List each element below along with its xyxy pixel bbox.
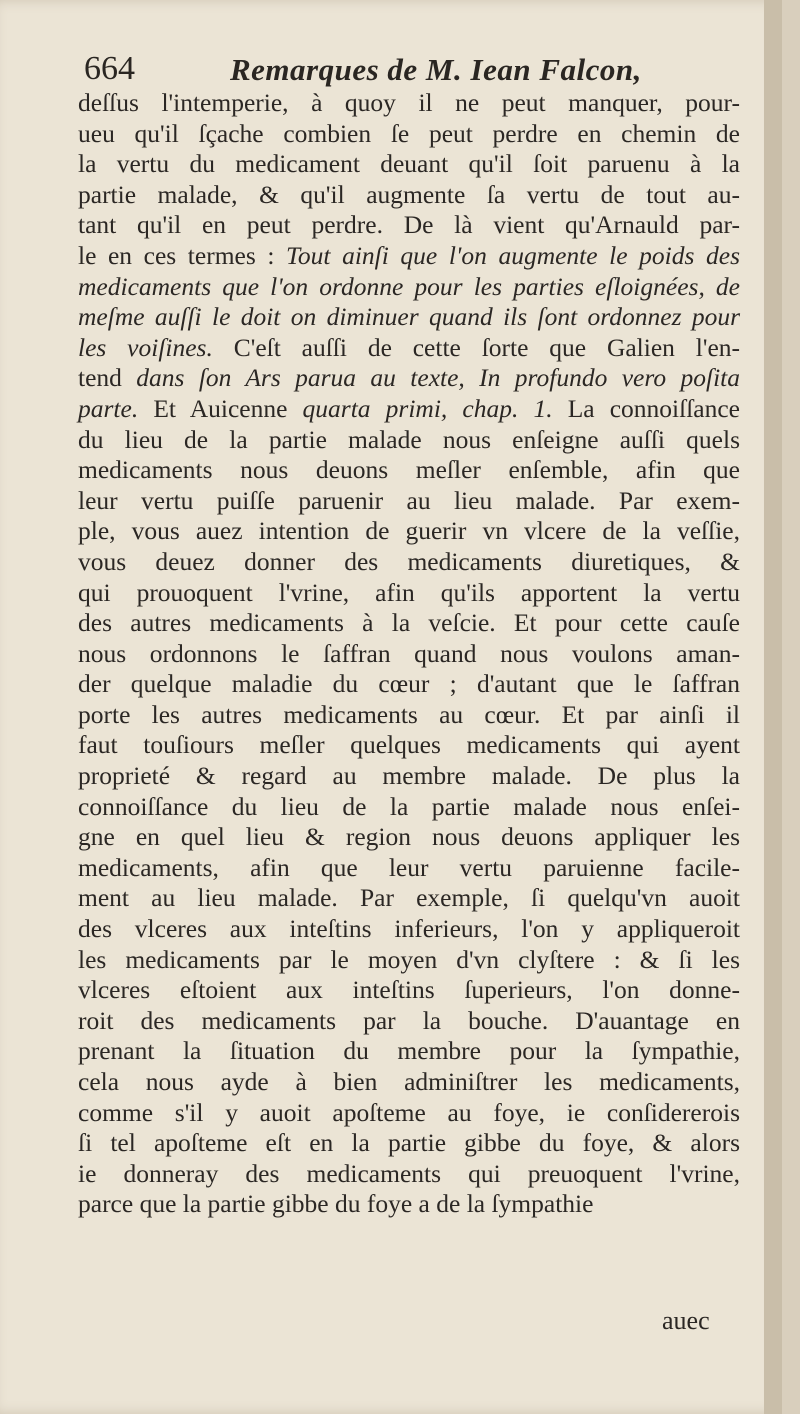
text-segment: vous deuez donner des medicaments diuretiques, &: [78, 546, 740, 576]
text-line: [78, 119, 740, 150]
text-segment: leur vertu puiſſe paruenir au lieu malade. Par exem-: [78, 485, 740, 515]
running-head: Remarques de M. Iean Falcon,: [230, 52, 642, 87]
text-segment: connoiſſance du lieu de la partie malade nous enſei-: [78, 791, 740, 821]
text-line: [78, 792, 740, 823]
text-line: [78, 241, 740, 272]
italic-text: les voiſines.: [78, 332, 213, 362]
text-segment: roit des medicaments par la bouche. D'auantage en: [78, 1005, 740, 1035]
text-segment: comme s'il y auoit apoſteme au foye, ie conſidererois: [78, 1097, 740, 1127]
text-line: [78, 608, 740, 639]
text-segment: nous ordonnons le ſaffran quand nous voulons aman-: [78, 638, 740, 668]
text-segment: les medicaments par le moyen d'vn clyſtere : & ſi les: [78, 944, 740, 974]
text-segment: faut touſiours meſler quelques medicaments qui ayent: [78, 730, 740, 760]
text-segment: la vertu du medicament deuant qu'il ſoit paruenu à la: [78, 149, 740, 179]
italic-text: parte.: [78, 393, 139, 423]
text-line: [78, 975, 740, 1006]
text-segment: medicaments nous deuons meſler enſemble, afin que: [78, 455, 740, 485]
catchword: auec: [662, 1306, 710, 1335]
text-segment: du lieu de la partie malade nous enſeigne auſſi quels: [78, 424, 740, 454]
text-segment: ple, vous auez intention de guerir vn vlcere de la veſſie,: [78, 516, 740, 546]
text-line: [78, 1159, 740, 1190]
text-segment: des vlceres aux inteſtins inferieurs, l'on y appliqueroit: [78, 914, 740, 944]
text-line: [78, 425, 740, 456]
text-segment: ueu qu'il ſçache combien ſe peut perdre en chemin de: [78, 118, 740, 148]
text-segment: deſſus l'intemperie, à quoy il ne peut manquer, pour-: [78, 88, 740, 117]
text-segment: ment au lieu malade. Par exemple, ſi quelqu'vn auoit: [78, 883, 740, 913]
text-line: [78, 914, 740, 945]
text-segment: qui prouoquent l'vrine, afin qu'ils apportent la vertu: [78, 577, 740, 607]
text-line: [78, 363, 740, 394]
text-line: [78, 1067, 740, 1098]
text-line: [78, 883, 740, 914]
text-line: [78, 700, 740, 731]
text-line: [78, 210, 740, 241]
page-header: [84, 50, 664, 92]
text-line: [78, 730, 740, 761]
text-line: [78, 945, 740, 976]
text-line: [78, 578, 740, 609]
text-segment: le en ces termes :: [78, 240, 287, 270]
text-segment: parce que la partie gibbe du foye a de la ſympathie: [78, 1189, 594, 1219]
page-gutter: [764, 0, 782, 1414]
text-segment: medicaments, afin que leur vertu paruienne facile-: [78, 852, 740, 882]
italic-text: medicaments que l'on ordonne pour les parties eſloignées, de: [78, 271, 740, 301]
text-line: [78, 1006, 740, 1037]
text-line: [78, 394, 740, 425]
italic-text: Tout ainſi que l'on augmente le poids des: [286, 240, 741, 270]
text-segment: tant qu'il en peut perdre. De là vient qu'Arnauld par-: [78, 210, 740, 240]
body-text: [78, 88, 740, 1220]
text-segment: der quelque maladie du cœur ; d'autant que le ſaffran: [78, 669, 740, 699]
text-segment: vlceres eſtoient aux inteſtins ſuperieurs, l'on donne-: [78, 975, 740, 1005]
text-line: [78, 1128, 740, 1159]
text-line: [78, 547, 740, 578]
text-line: [78, 1098, 740, 1129]
text-segment: des autres medicaments à la veſcie. Et pour cette cauſe: [78, 608, 740, 638]
text-segment: gne en quel lieu & region nous deuons appliquer les: [78, 822, 740, 852]
text-line: [78, 639, 740, 670]
page-number: 664: [84, 50, 135, 87]
text-line: [78, 333, 740, 364]
text-line: [78, 516, 740, 547]
text-segment: cela nous ayde à bien adminiſtrer les medicaments,: [78, 1067, 740, 1096]
text-line: [78, 1036, 740, 1067]
text-line: [78, 669, 740, 700]
text-segment: porte les autres medicaments au cœur. Et par ainſi il: [78, 699, 740, 729]
text-segment: ſi tel apoſteme eſt en la partie gibbe du foye, & alors: [78, 1128, 740, 1158]
text-segment: C'eſt auſſi de cette ſorte que Galien l'en-: [212, 332, 741, 362]
text-line: [78, 88, 740, 119]
italic-text: dans ſon Ars parua au texte, In profundo vero poſita: [136, 363, 740, 393]
text-line: [78, 302, 740, 333]
text-line: [78, 853, 740, 884]
text-line: [78, 486, 740, 517]
text-segment: proprieté & regard au membre malade. De plus la: [78, 761, 740, 791]
text-line: [78, 761, 740, 792]
text-segment: prenant la ſituation du membre pour la ſympathie,: [78, 1036, 740, 1066]
text-line: [78, 149, 740, 180]
text-segment: partie malade, & qu'il augmente ſa vertu de tout au-: [78, 179, 740, 209]
text-segment: La connoiſſance: [552, 393, 740, 423]
text-line: [78, 272, 740, 303]
text-line: [78, 180, 740, 211]
italic-text: meſme auſſi le doit on diminuer quand ils ſont ordonnez pour: [78, 302, 740, 332]
text-line: [78, 1189, 740, 1220]
text-segment: Et Auicenne: [138, 393, 303, 423]
text-line: [78, 455, 740, 486]
text-segment: tend: [78, 363, 137, 393]
italic-text: quarta primi, chap. 1.: [302, 393, 553, 423]
text-line: [78, 822, 740, 853]
text-segment: ie donneray des medicaments qui preuoquent l'vrine,: [78, 1158, 740, 1188]
